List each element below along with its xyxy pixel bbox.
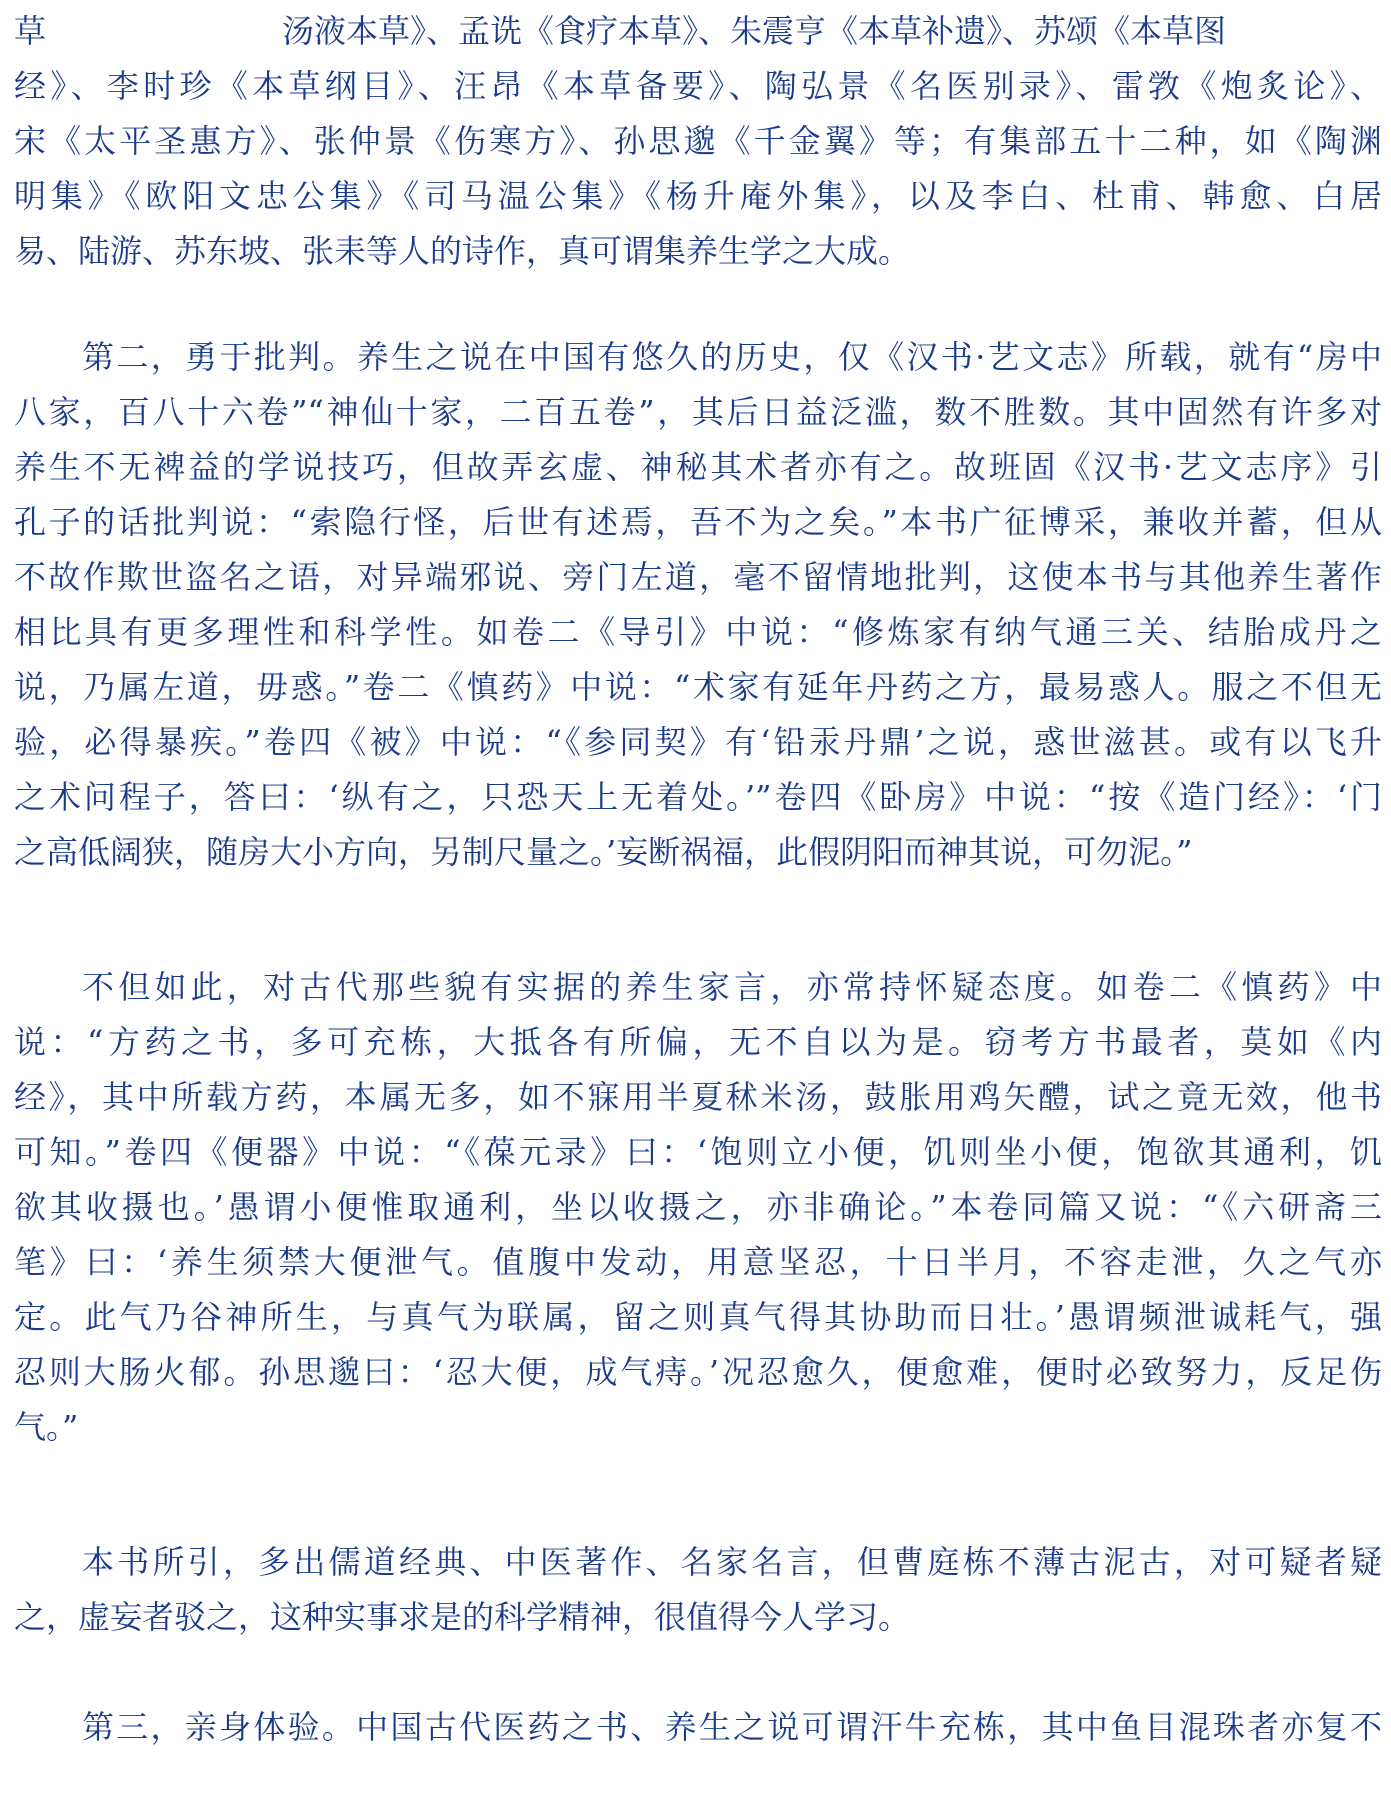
text-line: 欲其收摄也。’愚谓小便惟取通利，坐以收摄之，亦非确论。”本卷同篇又说：“《六研斋三	[14, 1188, 1382, 1226]
text-line: 经》，其中所载方药，本属无多，如不寐用半夏秫米汤，鼓胀用鸡矢醴，试之竟无效，他书	[14, 1078, 1382, 1116]
text-line: 宋《太平圣惠方》、张仲景《伤寒方》、孙思邈《千金翼》等；有集部五十二种，如《陶渊	[14, 122, 1382, 160]
text-line: 之高低阔狭，随房大小方向，另制尺量之。’妄断祸福，此假阴阳而神其说，可勿泥。”	[14, 833, 1193, 871]
text-line: 明集》《欧阳文忠公集》《司马温公集》《杨升庵外集》，以及李白、杜甫、韩愈、白居	[14, 177, 1382, 215]
text-line	[14, 4, 1382, 59]
text-line: 本书所引，多出儒道经典、中医著作、名家名言，但曹庭栋不薄古泥古，对可疑者疑	[82, 1543, 1382, 1581]
paragraph-4	[14, 1535, 1382, 1645]
text-line: 相比具有更多理性和科学性。如卷二《导引》中说：“修炼家有纳气通三关、结胎成丹之	[14, 613, 1382, 651]
text-line: 易、陆游、苏东坡、张耒等人的诗作，真可谓集养生学之大成。	[14, 232, 911, 270]
paragraph-5	[14, 1700, 1382, 1755]
text-line: 可知。”卷四《便器》中说：“《葆元录》曰：‘饱则立小便，饥则坐小便，饱欲其通利，饥	[14, 1133, 1382, 1171]
text-line: 养生不无裨益的学说技巧，但故弄玄虚、神秘其术者亦有之。故班固《汉书·艺文志序》引	[14, 448, 1382, 486]
text-line: 八家，百八十六卷”“神仙十家，二百五卷”，其后日益泛滥，数不胜数。其中固然有许多对	[14, 393, 1382, 431]
text-line: 之，虚妄者驳之，这种实事求是的科学精神，很值得今人学习。	[14, 1598, 911, 1636]
text-line: 笔》曰：‘养生须禁大便泄气。值腹中发动，用意坚忍，十日半月，不容走泄，久之气亦	[14, 1243, 1382, 1281]
text-line: 说：“方药之书，多可充栋，大抵各有所偏，无不自以为是。窃考方书最者，莫如《内	[14, 1023, 1382, 1061]
paragraph-3	[14, 960, 1382, 1455]
text-line: 忍则大肠火郁。孙思邈曰：‘忍大便，成气痔。’况忍愈久，便愈难，便时必致努力，反足伤	[14, 1353, 1382, 1391]
text-line: 经》、李时珍《本草纲目》、汪昂《本草备要》、陶弘景《名医别录》、雷敩《炮炙论》、	[14, 67, 1382, 105]
text-line: 第二，勇于批判。养生之说在中国有悠久的历史，仅《汉书·艺文志》所载，就有“房中	[82, 338, 1382, 376]
text-line: 说，乃属左道，毋惑。”卷二《慎药》中说：“术家有延年丹药之方，最易惑人。服之不但无	[14, 668, 1382, 706]
paragraph-1	[14, 4, 1382, 279]
text-fragment: 草	[14, 12, 47, 50]
text-line: 第三，亲身体验。中国古代医药之书、养生之说可谓汗牛充栋，其中鱼目混珠者亦复不	[82, 1708, 1382, 1746]
text-line: 之术问程子，答曰：‘纵有之，只恐天上无着处。’”卷四《卧房》中说：“按《造门经》：‘门	[14, 778, 1382, 816]
paragraph-2	[14, 330, 1382, 880]
text-line: 验，必得暴疾。”卷四《被》中说：“《参同契》有‘铅汞丹鼎’之说，惑世滋甚。或有以飞升	[14, 723, 1382, 761]
text-line: 气。”	[14, 1408, 79, 1446]
text-fragment: 汤液本草》、孟诜《食疗本草》、朱震亨《本草补遗》、苏颂《本草图	[282, 12, 1227, 50]
text-line: 不但如此，对古代那些貌有实据的养生家言，亦常持怀疑态度。如卷二《慎药》中	[82, 968, 1382, 1006]
text-line: 不故作欺世盗名之语，对异端邪说、旁门左道，毫不留情地批判，这使本书与其他养生著作	[14, 558, 1382, 596]
text-line: 孔子的话批判说：“索隐行怪，后世有述焉，吾不为之矣。”本书广征博采，兼收并蓄，但从	[14, 503, 1382, 541]
text-line: 定。此气乃谷神所生，与真气为联属，留之则真气得其协助而日壮。’愚谓频泄诚耗气，强	[14, 1298, 1382, 1336]
